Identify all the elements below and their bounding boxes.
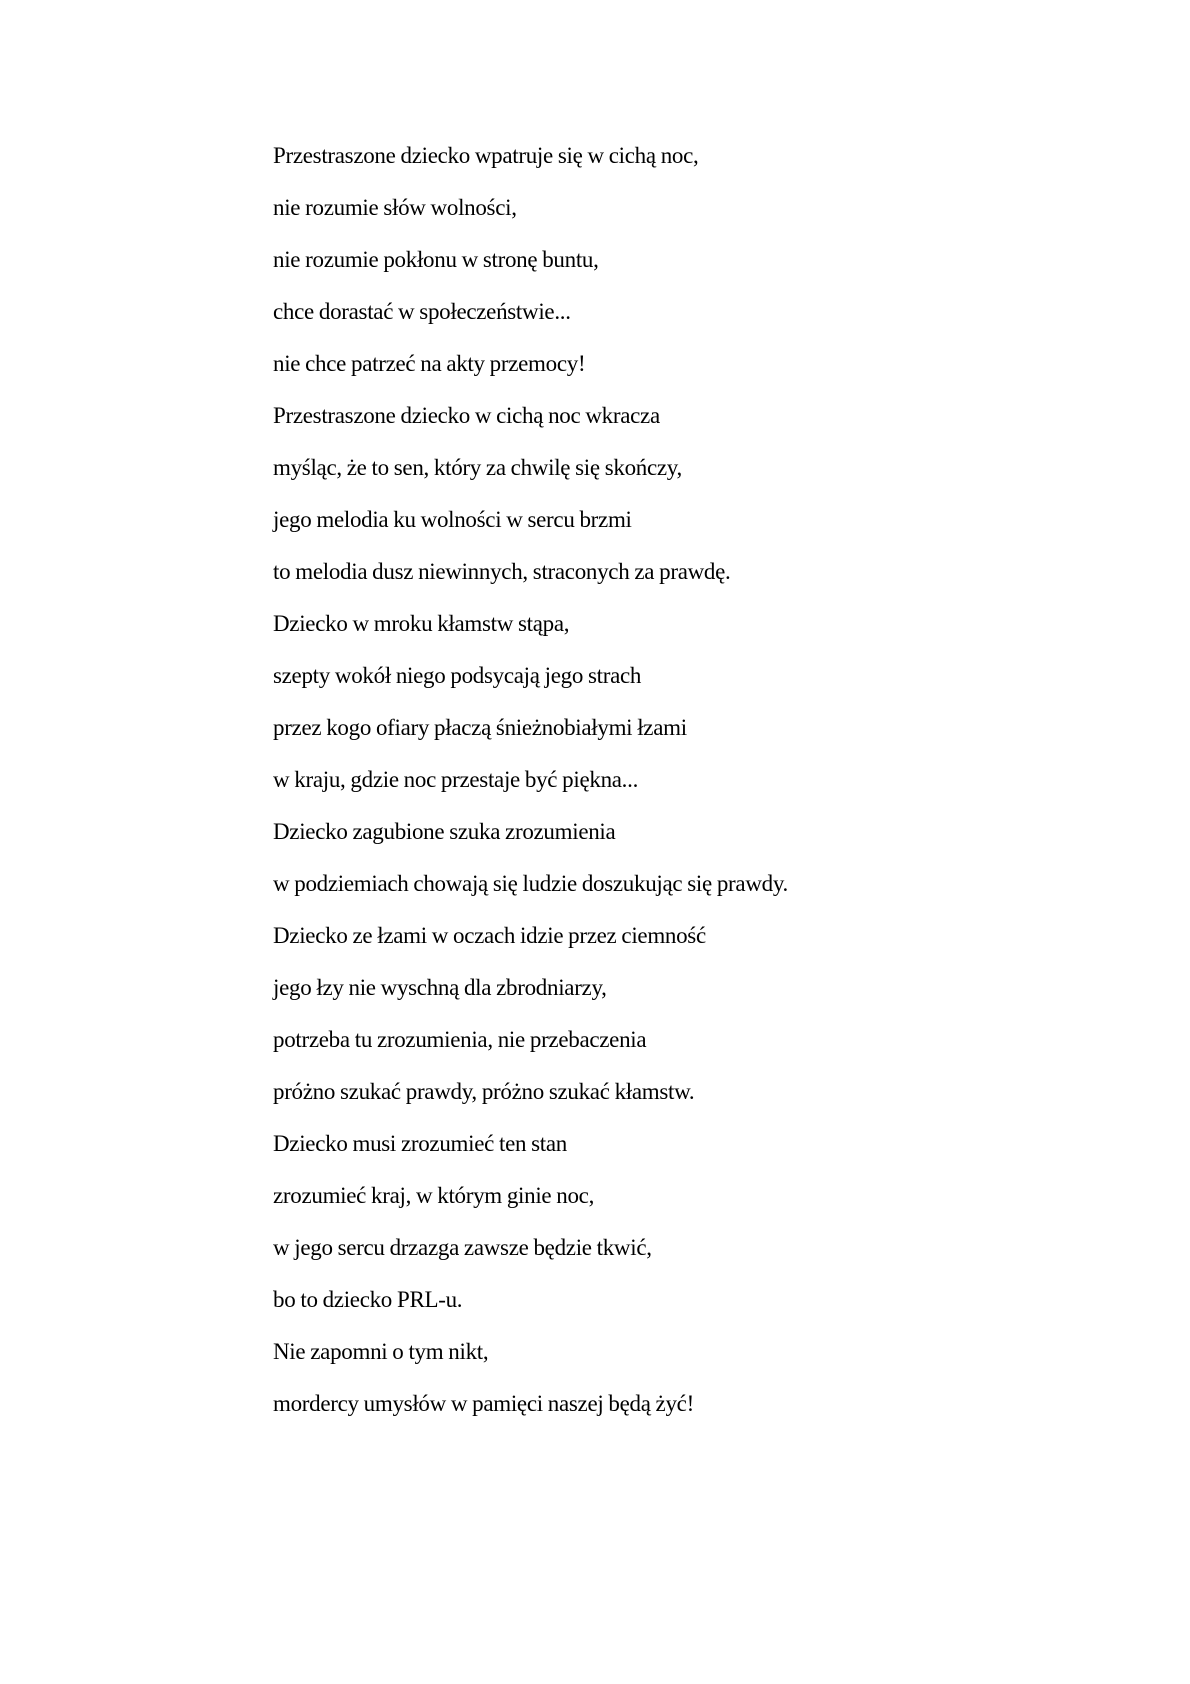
poem-line-16: Dziecko ze łzami w oczach idzie przez ciemność: [273, 923, 706, 948]
poem-line-2: nie rozumie słów wolności,: [273, 195, 517, 220]
poem-line-9: to melodia dusz niewinnych, straconych za prawdę.: [273, 559, 731, 584]
poem-text: [273, 130, 788, 1430]
poem-line-25: mordercy umysłów w pamięci naszej będą żyć!: [273, 1391, 694, 1416]
poem-line-19: próżno szukać prawdy, próżno szukać kłamstw.: [273, 1079, 695, 1104]
poem-line-1: Przestraszone dziecko wpatruje się w cichą noc,: [273, 143, 699, 168]
poem-line-18: potrzeba tu zrozumienia, nie przebaczenia: [273, 1027, 647, 1052]
poem-line-14: Dziecko zagubione szuka zrozumienia: [273, 819, 616, 844]
poem-line-23: bo to dziecko PRL-u.: [273, 1287, 463, 1312]
poem-line-22: w jego sercu drzazga zawsze będzie tkwić,: [273, 1235, 652, 1260]
poem-line-15: w podziemiach chowają się ludzie doszukując się prawdy.: [273, 871, 788, 896]
poem-line-4: chce dorastać w społeczeństwie...: [273, 299, 571, 324]
poem-line-7: myśląc, że to sen, który za chwilę się skończy,: [273, 455, 682, 480]
poem-line-8: jego melodia ku wolności w sercu brzmi: [273, 507, 632, 532]
poem-line-13: w kraju, gdzie noc przestaje być piękna...: [273, 767, 639, 792]
poem-line-3: nie rozumie pokłonu w stronę buntu,: [273, 247, 599, 272]
poem-line-17: jego łzy nie wyschną dla zbrodniarzy,: [273, 975, 607, 1000]
poem-line-24: Nie zapomni o tym nikt,: [273, 1339, 489, 1364]
poem-line-11: szepty wokół niego podsycają jego strach: [273, 663, 642, 688]
poem-line-21: zrozumieć kraj, w którym ginie noc,: [273, 1183, 595, 1208]
poem-line-5: nie chce patrzeć na akty przemocy!: [273, 351, 586, 376]
poem-line-6: Przestraszone dziecko w cichą noc wkracza: [273, 403, 660, 428]
poem-line-12: przez kogo ofiary płaczą śnieżnobiałymi łzami: [273, 715, 687, 740]
poem-line-10: Dziecko w mroku kłamstw stąpa,: [273, 611, 570, 636]
poem-line-20: Dziecko musi zrozumieć ten stan: [273, 1131, 567, 1156]
